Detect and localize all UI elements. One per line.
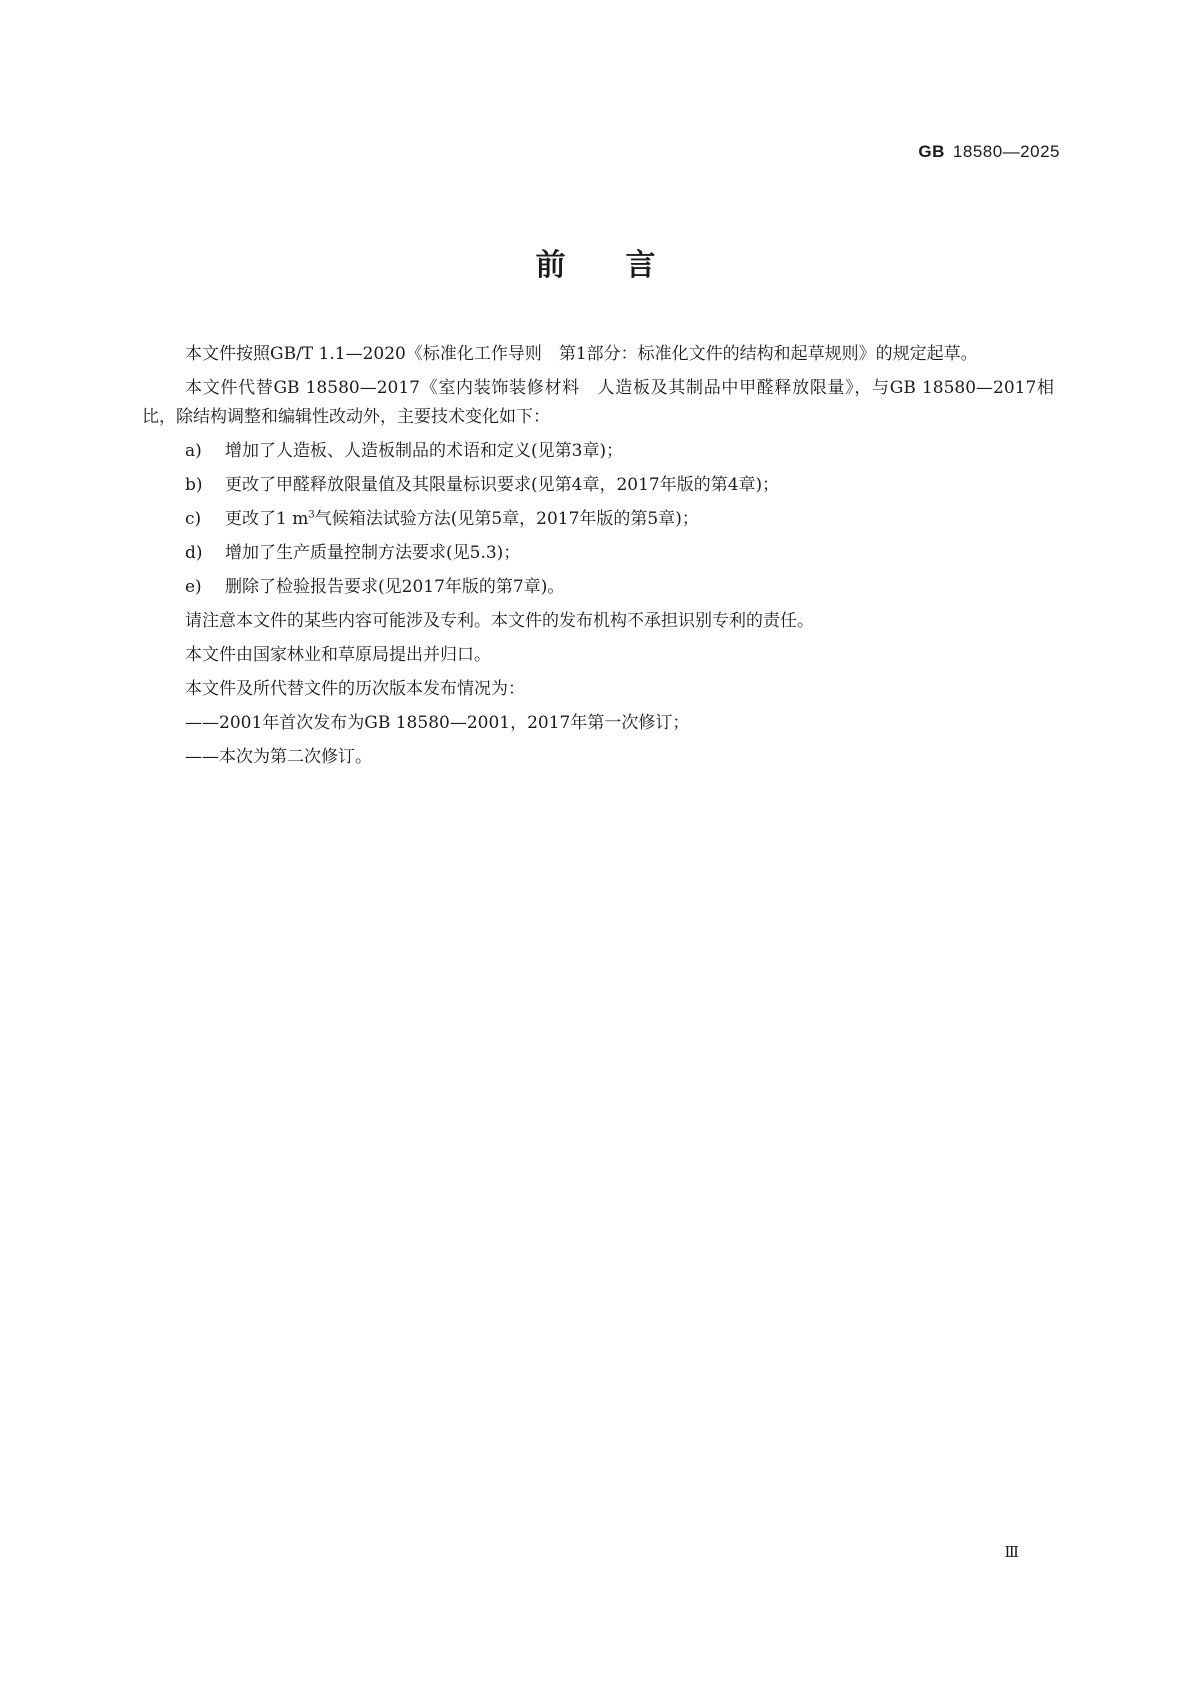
list-marker: a) (185, 441, 202, 461)
list-item (142, 539, 1054, 568)
list-marker: d) (185, 543, 203, 563)
list-marker: b) (185, 475, 203, 495)
history-item: ——本次为第二次修订。 (185, 747, 372, 767)
list-marker: e) (185, 577, 202, 597)
paragraph-history-intro: 本文件及所代替文件的历次版本发布情况为： (185, 679, 525, 699)
paragraph-proposer: 本文件由国家林业和草原局提出并归口。 (185, 645, 491, 665)
list-text: 删除了检验报告要求(见2017年版的第7章)。 (225, 577, 565, 597)
list-marker: c) (185, 509, 202, 529)
standard-code-prefix: GB (918, 142, 945, 161)
history-item: ——2001年首次发布为GB 18580—2001，2017年第一次修订； (185, 713, 690, 733)
list-item (142, 573, 1054, 602)
standard-code-number: 18580—2025 (952, 142, 1060, 161)
page-title: 前言 (535, 248, 716, 283)
list-text (225, 505, 699, 534)
list-item (142, 505, 1054, 534)
paragraph-drafting-rules: 本文件按照GB/T 1.1—2020《标准化工作导则 第1部分：标准化文件的结构和起草规则》的规定起草。 (185, 344, 978, 364)
list-text: 增加了生产质量控制方法要求(见5.3)； (225, 543, 521, 563)
list-text: 增加了人造板、人造板制品的术语和定义(见第3章)； (225, 441, 624, 461)
foreword-body (142, 340, 1054, 777)
list-text-before: 更改了1 m (225, 509, 309, 529)
paragraph-patent-notice: 请注意本文件的某些内容可能涉及专利。本文件的发布机构不承担识别专利的责任。 (185, 611, 814, 631)
page-number: Ⅲ (1004, 1543, 1019, 1561)
paragraph-replacement: 本文件代替GB 18580—2017《室内装饰装修材料 人造板及其制品中甲醛释放限量》，与GB 18580—2017相比，除结构调整和编辑性改动外，主要技术变化如下： (142, 378, 1054, 427)
superscript-three: 3 (308, 509, 315, 521)
list-item (142, 471, 1054, 500)
list-text-after: 气候箱法试验方法(见第5章，2017年版的第5章)； (314, 509, 699, 529)
list-item (142, 437, 1054, 466)
standard-code (918, 142, 1060, 162)
list-text: 更改了甲醛释放限量值及其限量标识要求(见第4章，2017年版的第4章)； (225, 475, 780, 495)
